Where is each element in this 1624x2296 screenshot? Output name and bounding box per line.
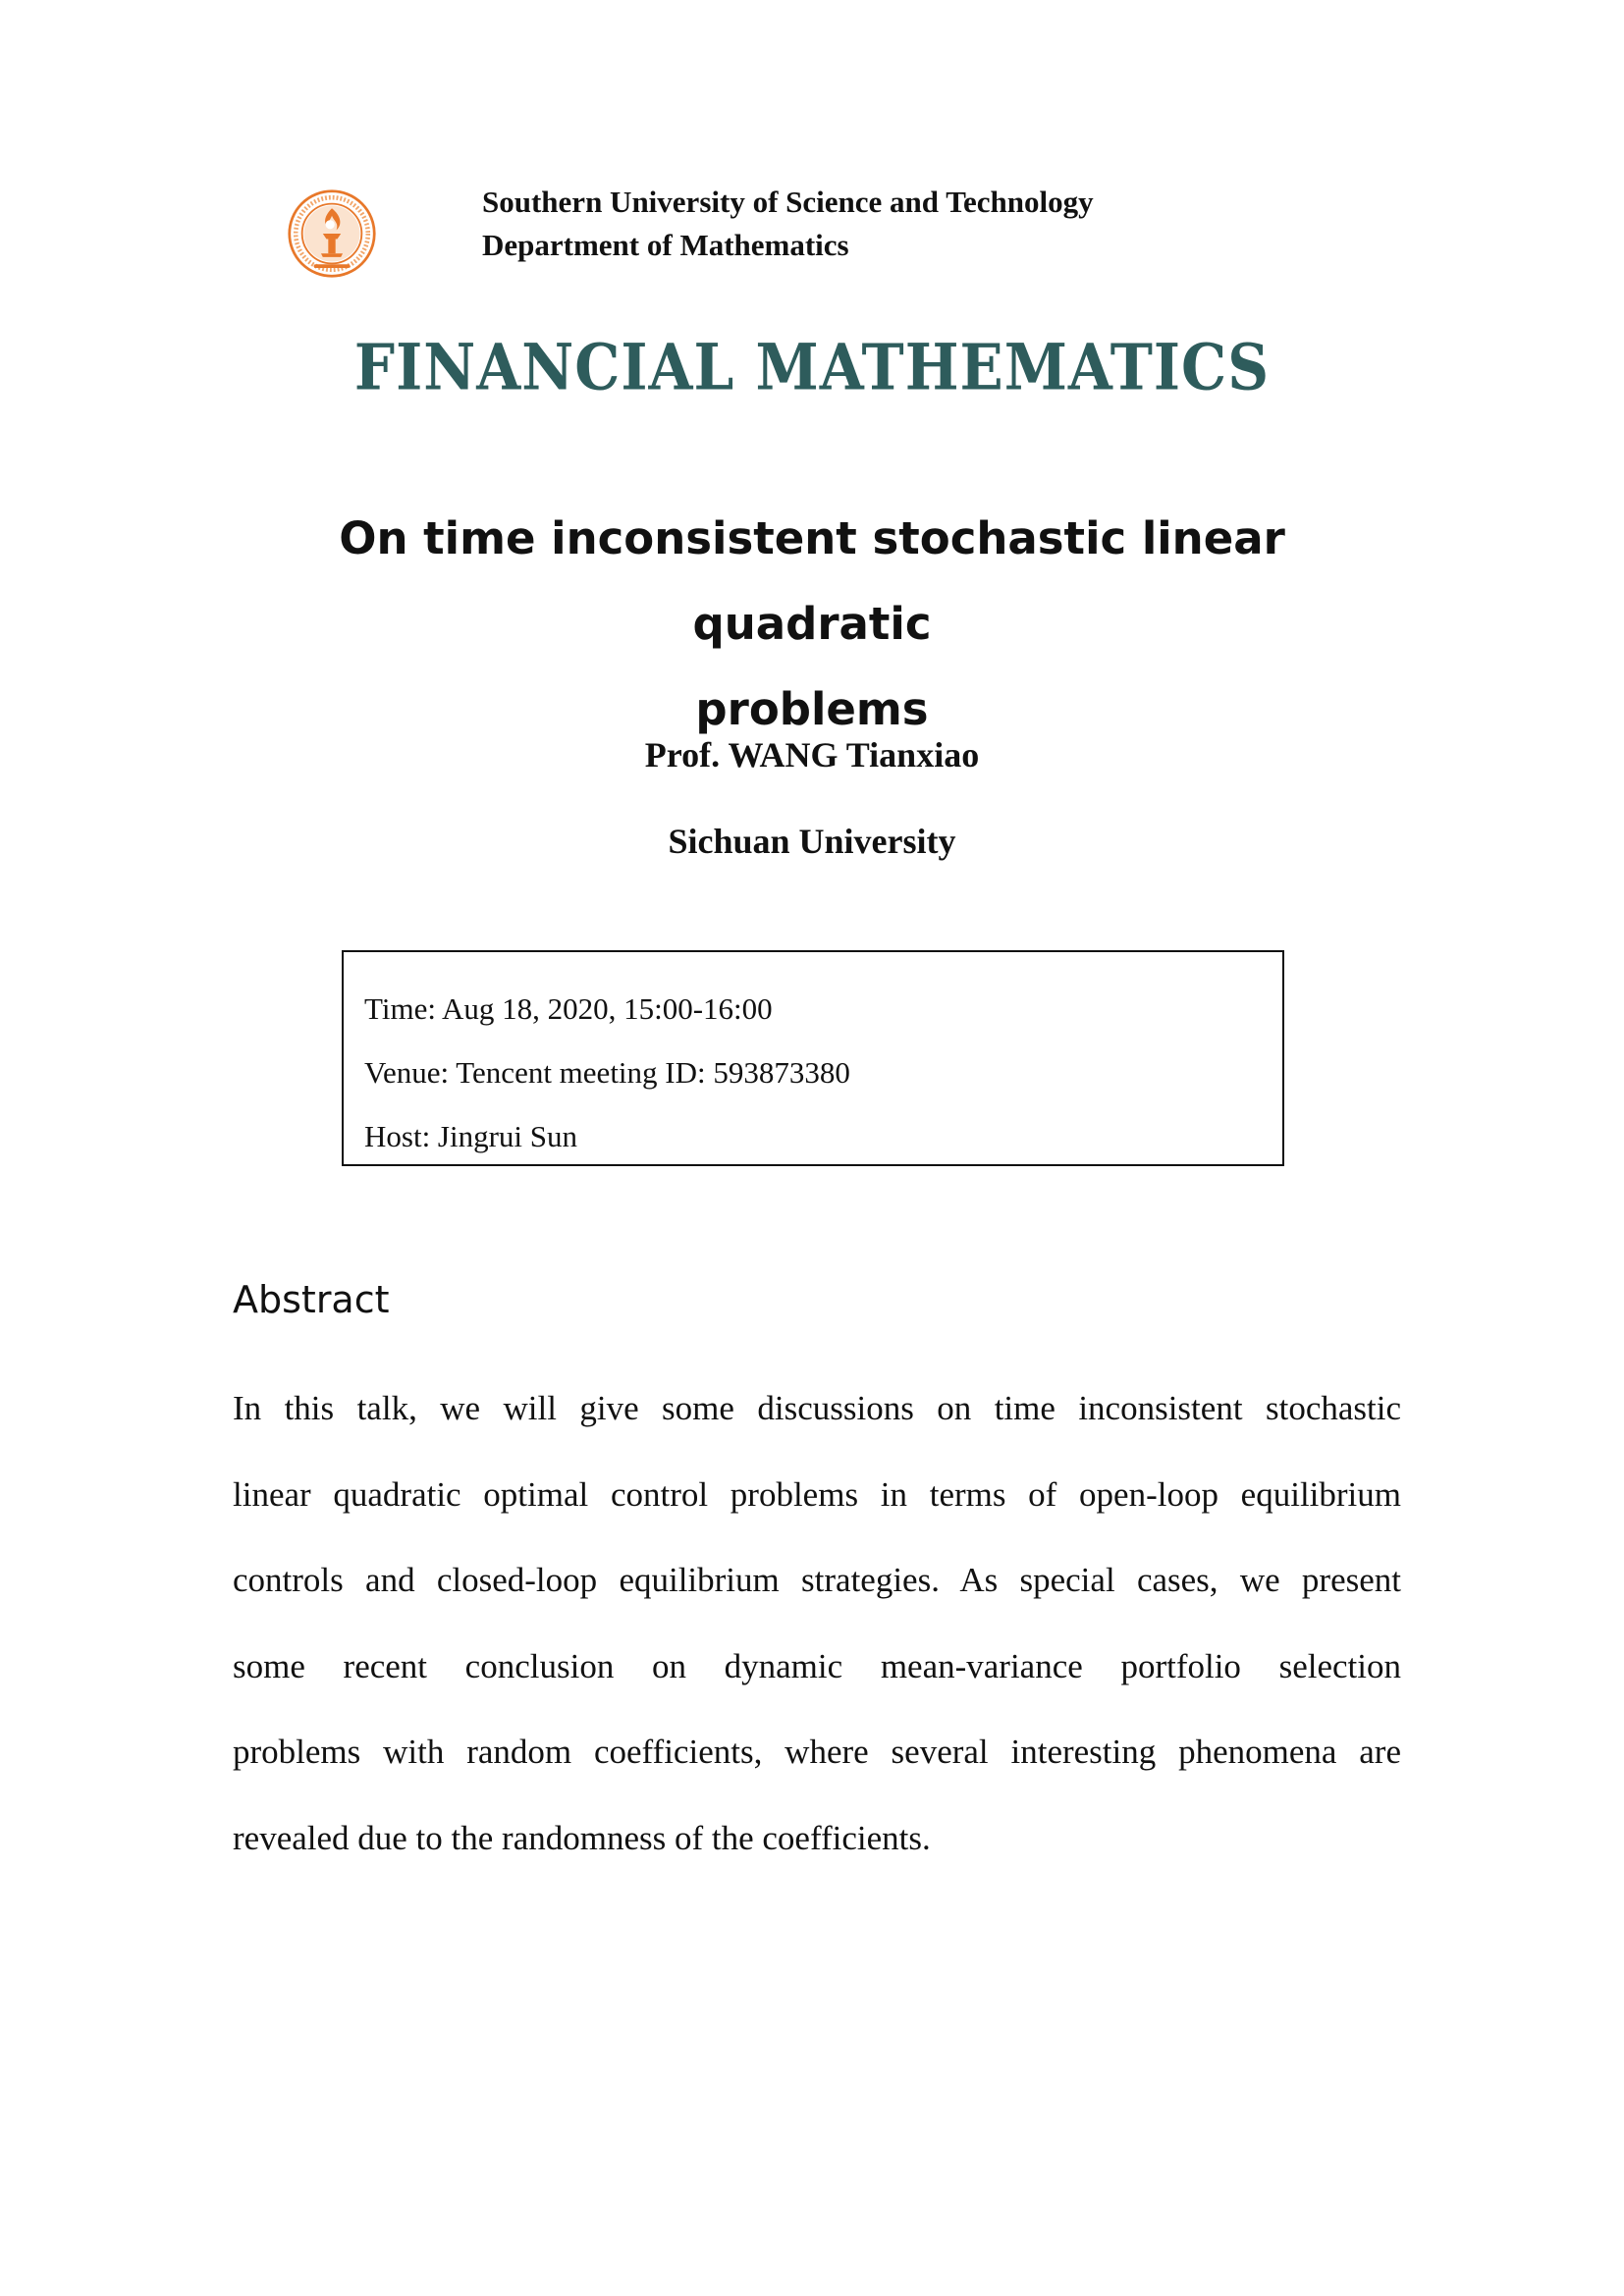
abstract-line: some recent conclusion on dynamic mean-variance portfolio selection xyxy=(233,1646,1401,1685)
event-venue: Venue: Tencent meeting ID: 593873380 xyxy=(364,1055,850,1090)
event-time: Time: Aug 18, 2020, 15:00-16:00 xyxy=(364,991,773,1026)
talk-title-line-2: problems xyxy=(695,683,929,735)
abstract-heading: Abstract xyxy=(233,1278,390,1321)
abstract-line: linear quadratic optimal control problems in terms of open-loop equilibrium xyxy=(233,1474,1401,1514)
abstract-line: revealed due to the randomness of the coefficients. xyxy=(233,1818,931,1857)
speaker-affiliation: Sichuan University xyxy=(668,822,956,861)
speaker-name: Prof. WANG Tianxiao xyxy=(644,735,980,774)
abstract-body xyxy=(233,1365,1401,1881)
series-title: FINANCIAL MATHEMATICS xyxy=(353,329,1271,405)
institution-name: Southern University of Science and Technology xyxy=(482,185,1094,219)
event-host: Host: Jingrui Sun xyxy=(364,1119,578,1153)
talk-title-line-1: On time inconsistent stochastic linear quadratic xyxy=(339,512,1285,650)
institution-header xyxy=(482,181,1094,267)
talk-title xyxy=(245,496,1379,752)
abstract-line: controls and closed-loop equilibrium strategies. As special cases, we present xyxy=(233,1561,1401,1599)
department-name: Department of Mathematics xyxy=(482,228,849,262)
university-seal-icon xyxy=(287,188,377,279)
abstract-line: problems with random coefficients, where several interesting phenomena are xyxy=(233,1733,1401,1771)
event-info-box xyxy=(342,950,1284,1166)
abstract-line: In this talk, we will give some discussions on time inconsistent stochastic xyxy=(233,1389,1401,1427)
